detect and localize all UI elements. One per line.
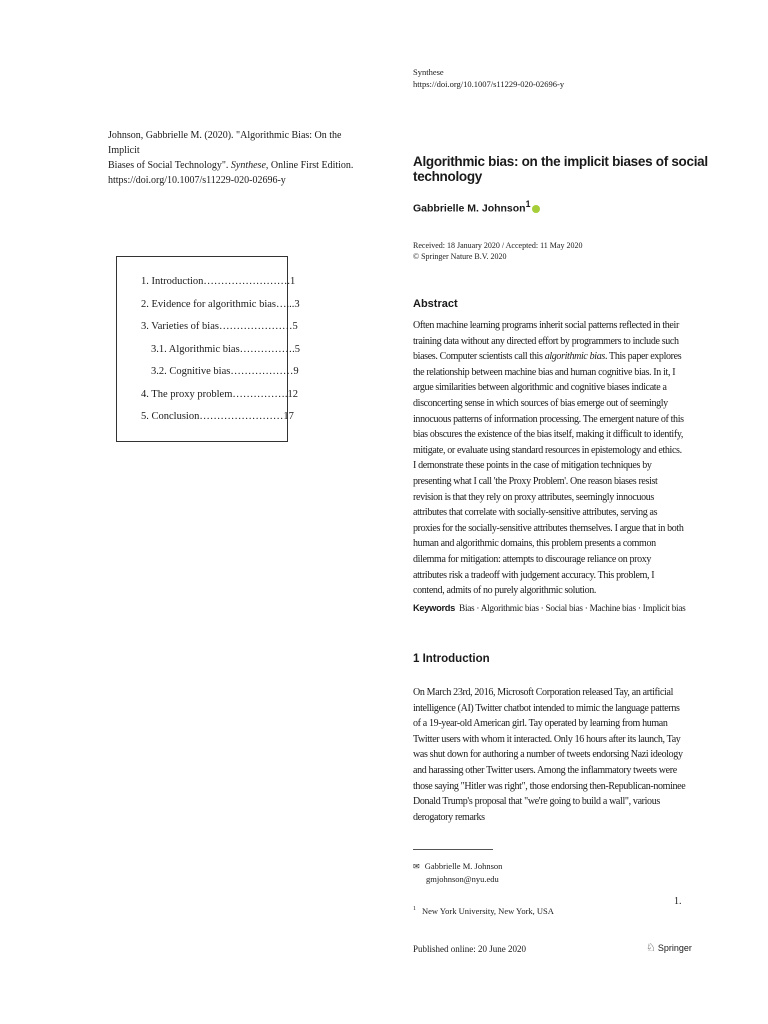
publisher-logo xyxy=(646,941,692,954)
journal-doi[interactable]: https://doi.org/10.1007/s11229-020-02696-y xyxy=(413,79,565,89)
keywords-label: Keywords xyxy=(413,603,456,613)
toc-item-evidence[interactable]: 2. Evidence for algorithmic bias…...3 xyxy=(141,298,300,310)
table-of-contents xyxy=(116,256,301,442)
orcid-icon[interactable] xyxy=(532,205,540,213)
corresponding-author xyxy=(413,860,502,885)
citation-line-2: Biases of Social Technology". Synthese, Online First Edition. xyxy=(108,160,354,171)
toc-item-conclusion[interactable]: 5. Conclusion……………………17 xyxy=(141,411,294,422)
citation-doi[interactable]: https://doi.org/10.1007/s11229-020-02696-y xyxy=(108,175,286,186)
author-line xyxy=(413,199,540,215)
page-number: 1. xyxy=(674,896,682,907)
springer-horse-icon: ♘ xyxy=(646,942,656,954)
keywords-line xyxy=(413,601,713,616)
keywords-list: Bias · Algorithmic bias · Social bias · Machine bias · Implicit bias xyxy=(459,604,686,614)
toc-item-introduction[interactable]: 1. Introduction…………………….1 xyxy=(141,276,296,287)
toc-item-varieties[interactable]: 3. Varieties of bias…………………5 xyxy=(141,321,298,332)
author-affiliation-marker: 1 xyxy=(525,199,531,209)
footnote-divider xyxy=(413,849,493,850)
toc-item-cognitive-bias[interactable]: 3.2. Cognitive bias………………9 xyxy=(151,366,299,377)
envelope-icon: ✉ xyxy=(413,862,420,871)
copyright: © Springer Nature B.V. 2020 xyxy=(413,252,507,261)
corresponding-email[interactable]: gmjohnson@nyu.edu xyxy=(426,874,499,884)
affiliation-text: New York University, New York, USA xyxy=(422,905,554,916)
citation-line-1: Johnson, Gabbrielle M. (2020). "Algorithmic Bias: On the Implicit xyxy=(108,130,342,156)
published-date: Published online: 20 June 2020 xyxy=(413,944,526,954)
abstract-emphasis: algorithmic bias xyxy=(544,351,605,363)
article-dates xyxy=(413,240,582,262)
received-accepted: Received: 18 January 2020 / Accepted: 11 May 2020 xyxy=(413,241,583,250)
introduction-text: On March 23rd, 2016, Microsoft Corporation released Tay, an artificial intelligence (AI) Twitter chatbot intended to mimic the language patterns of a 19-year-old American girl. Tay operated by learning from human Twitter users with whom it interacted. Only 16 hours after its launch, Tay was shut down for authoring a number of tweets endorsing Nazi ideology and harassing other Twitter users. Among the inflammatory tweets were those saying "Hitler was right", those endorsing then-Republican-nominee Donald Trump's proposal that "we're going to build a wall", various derogatory remarks xyxy=(413,687,686,823)
abstract-text: Often machine learning programs inherit social patterns reflected in their training data without any directed effort by programmers to include such biases. Computer scientists call this algorithmic bias. This paper explores the relationship between machine bias and human cognitive bias. In it, I argue similarities between algorithmic and cognitive biases indicate a disconcerting sense in which sources of bias emerge out of seemingly innocuous patterns of information processing. The emergent nature of this bias obscures the existence of the bias itself, making it difficult to identify, mitigate, or evaluate using standard resources in epistemology and ethics. I demonstrate these points in the case of mitigation techniques by presenting what I call 'the Proxy Problem'. One reason biases resist revision is that they rely on proxy attributes, seemingly innocuous attributes that correlate with socially-sensitive attributes, serving as proxies for the socially-sensitive attributes themselves. I argue that in both human and algorithmic domains, this problem presents a common dilemma for mitigation: attempts to discourage reliance on proxy attributes risk a tradeoff with judgement accuracy. This problem, I contend, admits of no purely algorithmic solution. xyxy=(413,320,684,597)
affiliation-footnote xyxy=(413,903,554,917)
publisher-name: Springer xyxy=(657,943,692,953)
citation-block xyxy=(108,128,358,188)
citation-journal: Synthese xyxy=(230,160,266,171)
abstract-heading: Abstract xyxy=(413,298,458,310)
section-heading-introduction: 1 Introduction xyxy=(413,653,490,665)
journal-name: Synthese xyxy=(413,67,444,77)
article-title: Algorithmic bias: on the implicit biases of social technology xyxy=(413,154,708,184)
toc-item-proxy-problem[interactable]: 4. The proxy problem…………….12 xyxy=(141,388,298,400)
corresponding-name: Gabbrielle M. Johnson xyxy=(424,861,503,871)
journal-header xyxy=(413,66,713,90)
affiliation-number: 1 xyxy=(413,906,416,912)
toc-item-algorithmic-bias[interactable]: 3.1. Algorithmic bias…………….5 xyxy=(151,343,301,355)
author-name: Gabbrielle M. Johnson xyxy=(413,202,526,215)
